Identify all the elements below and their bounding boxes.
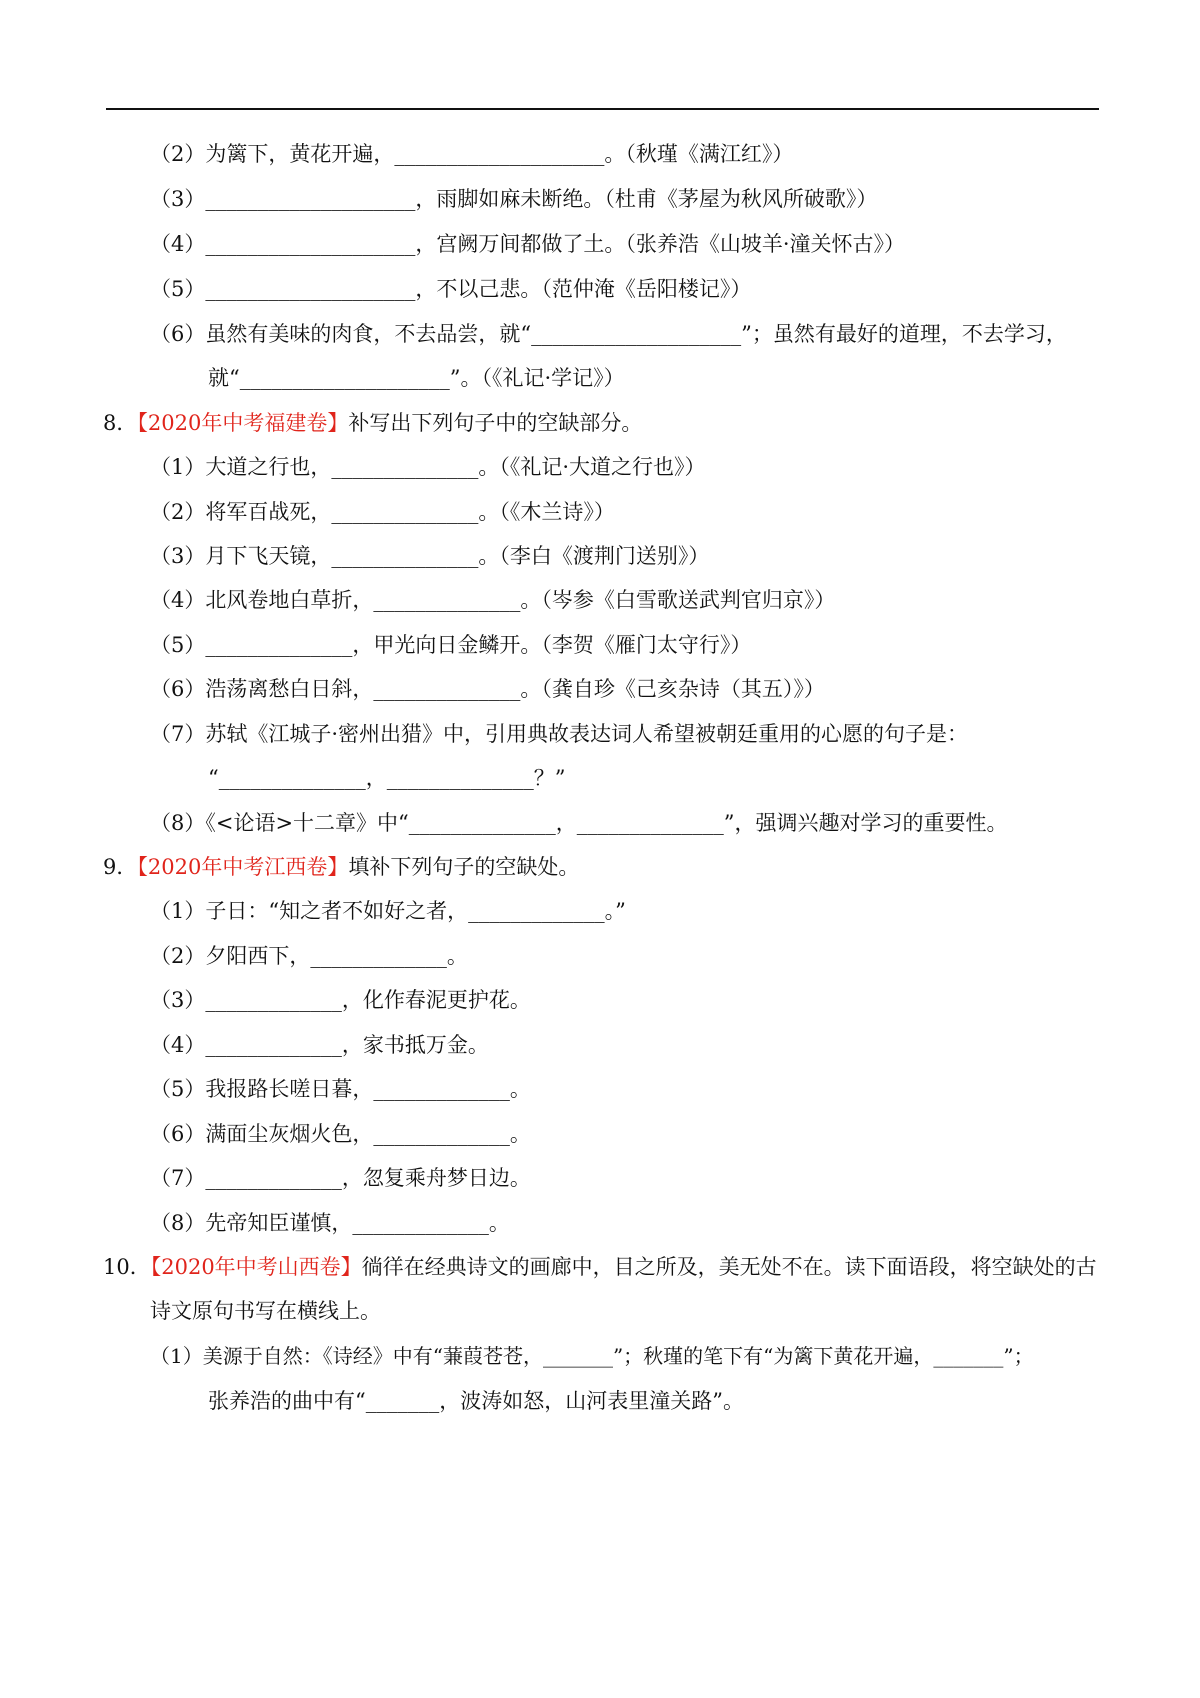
q8-item-7-cont: “______________，______________？” (208, 766, 566, 790)
question-number: 8． (103, 411, 138, 435)
q9-item-4: （4）_____________，家书抵万金。 (150, 1033, 489, 1057)
question-prompt: 填补下列句子的空缺处。 (348, 855, 580, 879)
question-10-heading (103, 1253, 1097, 1281)
question-prompt: 徜徉在经典诗文的画廊中，目之所及，美无处不在。读下面语段，将空缺处的古 (361, 1255, 1097, 1279)
question-source: 【2020年中考福建卷】 (137, 411, 349, 435)
q7-item-6-cont: 就“____________________”。（《礼记·学记》） (208, 366, 625, 390)
q9-item-8: （8）先帝知臣谨慎，_____________。 (150, 1211, 510, 1235)
q9-item-3: （3）_____________，化作春泥更护花。 (150, 988, 531, 1012)
q9-item-5: （5）我报路长嗟日暮，_____________。 (150, 1077, 531, 1101)
question-8-heading (103, 409, 642, 437)
question-source: 【2020年中考江西卷】 (137, 855, 349, 879)
q8-item-5: （5）______________，甲光向日金鳞开。（李贺《雁门太守行》） (150, 633, 752, 657)
q8-item-2: （2）将军百战死，______________。（《木兰诗》） (150, 500, 615, 524)
q7-item-4: （4）____________________，宫阙万间都做了土。（张养浩《山坡羊·潼关怀古》） (150, 232, 906, 256)
q8-item-8: （8）《<论语>十二章》中“______________，______________”，强调兴趣对学习的重要性。 (150, 811, 1008, 835)
q7-item-2: （2）为篱下，黄花开遍，____________________。（秋瑾《满江红》） (150, 142, 794, 166)
q9-item-2: （2）夕阳西下，_____________。 (150, 944, 468, 968)
q10-item-1-cont: 张养浩的曲中有“_______，波涛如怒，山河表里潼关路”。 (208, 1389, 744, 1413)
q9-item-6: （6）满面尘灰烟火色，_____________。 (150, 1122, 531, 1146)
q10-item-1: （1）美源于自然：《诗经》中有“蒹葭苍苍，_______”；秋瑾的笔下有“为篱下黄花开遍，_______”； (150, 1344, 1034, 1368)
q8-item-1: （1）大道之行也，______________。（《礼记·大道之行也》） (150, 455, 706, 479)
question-number: 10． (103, 1255, 151, 1279)
question-number: 9． (103, 855, 138, 879)
question-source: 【2020年中考山西卷】 (150, 1255, 362, 1279)
q9-item-7: （7）_____________，忽复乘舟梦日边。 (150, 1166, 531, 1190)
q8-item-3: （3）月下飞天镜，______________。（李白《渡荆门送别》） (150, 544, 710, 568)
q8-item-4: （4）北风卷地白草折，______________。（岑参《白雪歌送武判官归京》） (150, 588, 836, 612)
header-rule (106, 108, 1099, 110)
question-10-prompt-cont: 诗文原句书写在横线上。 (150, 1299, 381, 1323)
q7-item-5: （5）____________________，不以己悲。（范仲淹《岳阳楼记》） (150, 277, 752, 301)
question-9-heading (103, 853, 579, 881)
question-prompt: 补写出下列句子中的空缺部分。 (348, 411, 643, 435)
q7-item-3: （3）____________________，雨脚如麻未断绝。（杜甫《茅屋为秋风所破歌》） (150, 187, 878, 211)
q7-item-6: （6）虽然有美味的肉食，不去品尝，就“____________________”；虽然有最好的道理，不去学习， (150, 322, 1067, 346)
q8-item-6: （6）浩荡离愁白日斜，______________。（龚自珍《己亥杂诗（其五）》） (150, 677, 825, 701)
q9-item-1: （1）子日：“知之者不如好之者，_____________。” (150, 899, 626, 923)
q8-item-7: （7）苏轼《江城子·密州出猎》中，引用典故表达词人希望被朝廷重用的心愿的句子是： (150, 722, 969, 746)
